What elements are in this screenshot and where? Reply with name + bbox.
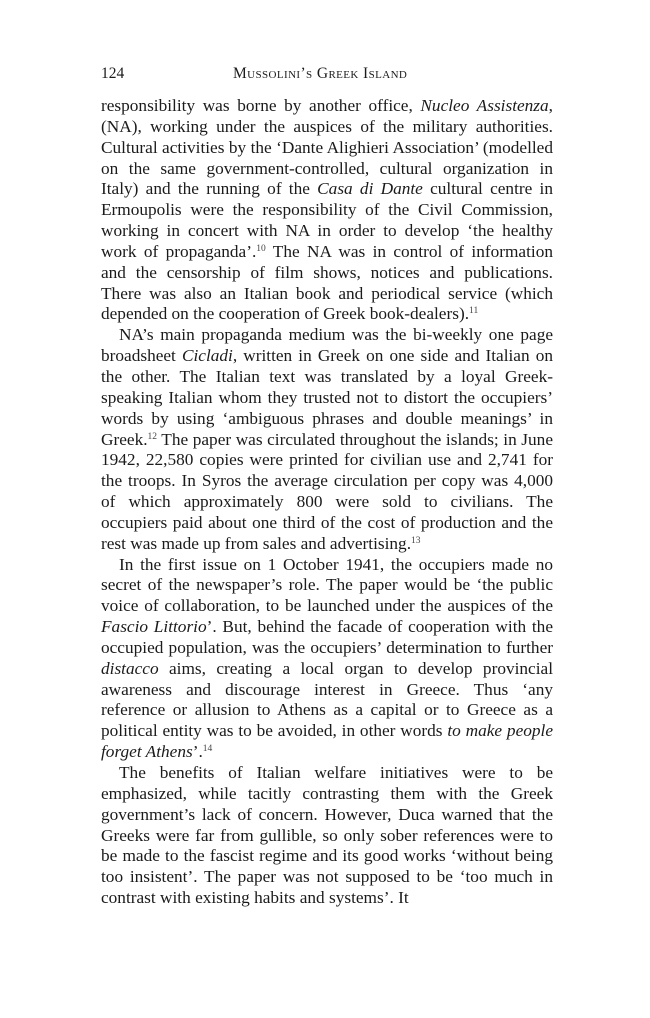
running-title: Mussolini’s Greek Island xyxy=(233,65,408,82)
italic-text: Cicladi xyxy=(181,346,233,366)
footnote-ref: 12 xyxy=(147,431,158,442)
paragraph xyxy=(101,325,553,554)
italic-text: to make people forget Athens xyxy=(101,721,553,762)
page-number: 124 xyxy=(101,65,125,82)
text-run: The benefits of Italian welfare initiatives were to be emphasized, while tacitly contrasting them with the Greek government’s lack of concern. However, Duca warned that the Greeks were far from gullible, so only sober references were to be made to the fascist regime and its good works ‘without being too insistent’. The paper was not supposed to be ‘too much in contrast with existing habits and systems’. It xyxy=(101,763,553,908)
footnote-ref: 13 xyxy=(411,535,421,546)
italic-text: Fascio Littorio xyxy=(101,617,207,637)
footnote-ref: 14 xyxy=(202,744,213,755)
text-run: ’. But, behind the facade of cooperation with the occupied population, was the occupiers’ determination to further xyxy=(101,617,553,657)
text-run: In the first issue on 1 October 1941, the occupiers made no secret of the newspaper’s role. The paper would be ‘the public voice of collaboration, to be launched under the auspices of the xyxy=(101,554,553,616)
italic-text: Nucleo Assistenza xyxy=(420,96,549,115)
body-text xyxy=(101,96,553,909)
text-run: NA’s main propaganda medium was the bi-weekly one page broadsheet xyxy=(101,325,553,366)
italic-text: Casa di Dante xyxy=(317,179,423,199)
running-head xyxy=(101,62,553,86)
text-run: The NA was in control of information and the censorship of film shows, notices and publications. There was also an Italian book and periodical service (which depended on the cooperation of Greek book-dealers). xyxy=(101,241,553,324)
paragraph xyxy=(101,763,553,909)
text-run: , (NA), working under the auspices of the military authorities. Cultural activities by the ‘Dante Alighieri Association’ (modelled on the same government-controlled, cultural organization in Italy) and the running of the xyxy=(101,96,553,199)
paragraph xyxy=(101,96,553,325)
text-run: The paper was circulated throughout the islands; in June 1942, 22,580 copies were printed for civilian use and 2,741 for the troops. In Syros the average circulation per copy was 4,000 of which approximately 800 were sold to civilians. The occupiers paid about one third of the cost of production and the rest was made up from sales and advertising. xyxy=(101,429,553,553)
footnote-ref: 11 xyxy=(469,306,479,317)
italic-text: distacco xyxy=(101,658,159,678)
text-run: cultural centre in Ermoupolis were the responsibility of the Civil Commission, working in concert with NA in order to develop ‘the healthy work of propaganda’. xyxy=(101,179,553,261)
footnote-ref: 10 xyxy=(256,243,266,254)
text-run: , written in Greek on one side and Italian on the other. The Italian text was translated by a loyal Greek-speaking Italian whom they trusted not to distort the occupiers’ words by using ‘ambiguous phrases and double meanings’ in Greek. xyxy=(101,346,553,449)
paragraph xyxy=(101,555,553,763)
text-run: aims, creating a local organ to develop provincial awareness and discourage interest in Greece. Thus ‘any reference or allusion to Athens as a capital or to Greece as a political entity was to be avoided, in other words xyxy=(101,658,553,741)
text-run: ’. xyxy=(192,742,203,762)
text-run: responsibility was borne by another office, xyxy=(101,96,421,115)
